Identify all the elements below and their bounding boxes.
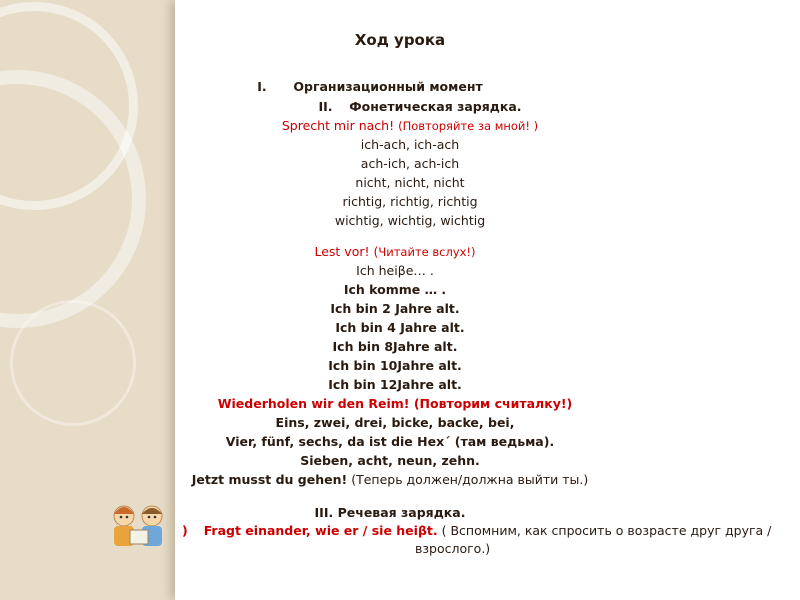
section-2-numeral: II. [318, 99, 333, 114]
task-line-2: взрослого.) [415, 541, 491, 556]
section-3-numeral: III. [314, 505, 334, 520]
task-ru: ( Вспомним, как спросить о возрасте друг друга / [437, 523, 772, 538]
reading-line: Ich bin 4 Jahre alt. [335, 320, 465, 335]
phonetics-heading [10, 117, 800, 135]
phonetics-line: ich-ach, ich-ach [360, 137, 460, 152]
reading-line: Ich bin 2 Jahre alt. [330, 301, 460, 316]
task-de: Fragt einander, wie er / sie heiβt. [203, 523, 438, 538]
phonetics-line: richtig, richtig, richtig [342, 194, 478, 209]
reading-line: Ich heiβe… . [356, 263, 434, 278]
reading-heading-de: Lest vor! ( [314, 244, 379, 259]
section-2 [20, 98, 800, 115]
rhyme-line-de: Jetzt musst du gehen! [191, 472, 348, 487]
rhyme-line-ru: (Теперь должен/должна выйти ты.) [347, 472, 589, 487]
reading-heading [0, 243, 795, 261]
section-1 [0, 78, 770, 95]
reading-line: Ich bin 8Jahre alt. [332, 339, 458, 354]
section-3-text: Речевая зарядка. [337, 505, 466, 520]
section-1-text: Организационный момент [293, 79, 483, 94]
rhyme-line-de: Vier, fünf, sechs, da ist die Hex´ [225, 434, 451, 449]
phonetics-line: ach-ich, ach-ich [360, 156, 460, 171]
slide-title: Ход урока [354, 31, 446, 49]
phonetics-heading-ru: (Повторяйте за мной! ) [398, 119, 539, 133]
rhyme-line [0, 433, 790, 450]
rhyme-line [0, 471, 790, 488]
reading-line: Ich bin 10Jahre alt. [328, 358, 462, 373]
phonetics-line: nicht, nicht, nicht [355, 175, 465, 190]
reading-line: Ich bin 12Jahre alt. [328, 377, 462, 392]
rhyme-line: Sieben, acht, neun, zehn. [300, 453, 480, 468]
rhyme-line-ru: (там ведьма). [450, 434, 555, 449]
section-2-text: Фонетическая зарядка. [349, 99, 522, 114]
task-bullet: ) [182, 523, 188, 538]
task-line [182, 522, 771, 539]
reading-line: Ich komme … . [343, 282, 447, 297]
reading-heading-ru: Читайте вслух!) [378, 245, 476, 259]
phonetics-heading-de: Sprecht mir nach! [281, 118, 395, 133]
phonetics-line: wichtig, wichtig, wichtig [334, 213, 486, 228]
section-1-numeral: I. [257, 79, 267, 94]
rhyme-heading: Wiederholen wir den Reim! (Повторим считалку!) [217, 396, 573, 411]
rhyme-line: Eins, zwei, drei, bicke, backe, bei, [275, 415, 515, 430]
kids-clipart-icon [106, 500, 172, 550]
